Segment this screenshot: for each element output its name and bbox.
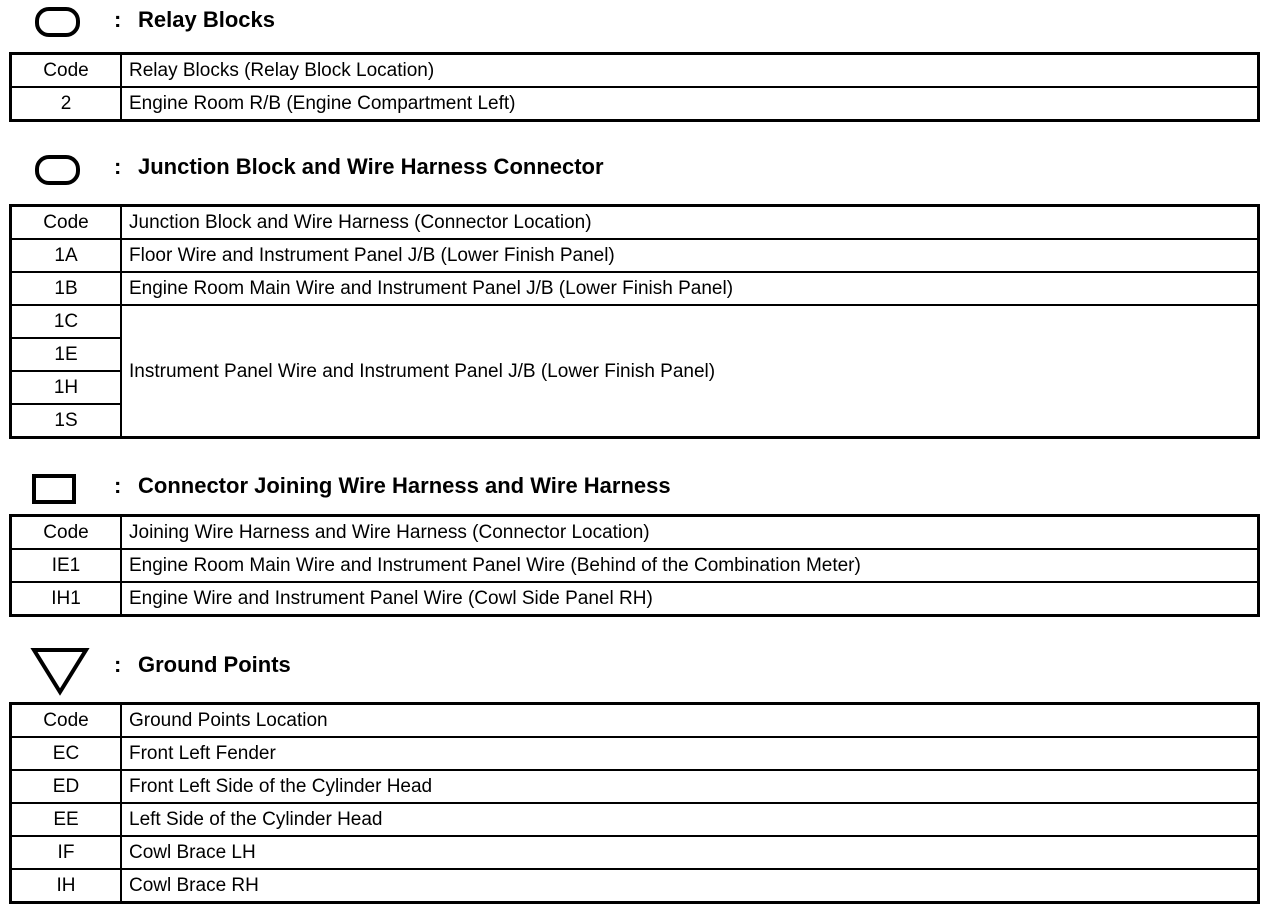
table-header-row bbox=[11, 206, 1259, 240]
junction-block-header bbox=[0, 148, 1280, 188]
section-colon: : bbox=[114, 7, 122, 32]
down-triangle-icon bbox=[30, 646, 90, 696]
table-row bbox=[11, 803, 1259, 836]
table-row bbox=[11, 737, 1259, 770]
row-code: EC bbox=[11, 737, 122, 770]
relay-blocks-header bbox=[0, 0, 1280, 40]
table-row bbox=[11, 239, 1259, 272]
table-row bbox=[11, 770, 1259, 803]
table-row bbox=[11, 869, 1259, 903]
table-row bbox=[11, 305, 1259, 338]
column-header-location: Joining Wire Harness and Wire Harness (Connector Location) bbox=[121, 516, 1259, 550]
rounded-rectangle-icon bbox=[35, 155, 80, 185]
row-code: IH1 bbox=[11, 582, 122, 616]
row-code: 1C bbox=[11, 305, 122, 338]
table-row bbox=[11, 272, 1259, 305]
row-code: IF bbox=[11, 836, 122, 869]
section-title: Connector Joining Wire Harness and Wire Harness bbox=[138, 473, 671, 498]
junction-block-table bbox=[9, 204, 1260, 439]
row-location: Floor Wire and Instrument Panel J/B (Lower Finish Panel) bbox=[121, 239, 1259, 272]
row-code: 1E bbox=[11, 338, 122, 371]
row-location: Front Left Fender bbox=[121, 737, 1259, 770]
row-location: Cowl Brace RH bbox=[121, 869, 1259, 903]
column-header-code: Code bbox=[11, 704, 122, 738]
column-header-location: Ground Points Location bbox=[121, 704, 1259, 738]
row-location: Engine Wire and Instrument Panel Wire (Cowl Side Panel RH) bbox=[121, 582, 1259, 616]
row-code: 2 bbox=[11, 87, 122, 121]
row-code: IE1 bbox=[11, 549, 122, 582]
table-header-row bbox=[11, 54, 1259, 88]
row-code: EE bbox=[11, 803, 122, 836]
section-title: Ground Points bbox=[138, 652, 291, 677]
section-title: Relay Blocks bbox=[138, 7, 275, 32]
column-header-code: Code bbox=[11, 206, 122, 240]
row-location: Engine Room R/B (Engine Compartment Left) bbox=[121, 87, 1259, 121]
row-code: IH bbox=[11, 869, 122, 903]
row-code: 1A bbox=[11, 239, 122, 272]
relay-blocks-table bbox=[9, 52, 1260, 122]
row-location: Left Side of the Cylinder Head bbox=[121, 803, 1259, 836]
joining-connector-table bbox=[9, 514, 1260, 617]
table-row bbox=[11, 836, 1259, 869]
row-location: Cowl Brace LH bbox=[121, 836, 1259, 869]
rounded-rectangle-icon bbox=[35, 7, 80, 37]
table-row bbox=[11, 87, 1259, 121]
section-colon: : bbox=[114, 652, 122, 677]
table-header-row bbox=[11, 516, 1259, 550]
column-header-code: Code bbox=[11, 516, 122, 550]
table-row bbox=[11, 549, 1259, 582]
row-code: 1B bbox=[11, 272, 122, 305]
row-location: Engine Room Main Wire and Instrument Panel Wire (Behind of the Combination Meter) bbox=[121, 549, 1259, 582]
row-code: ED bbox=[11, 770, 122, 803]
row-code: 1H bbox=[11, 371, 122, 404]
table-row bbox=[11, 582, 1259, 616]
column-header-code: Code bbox=[11, 54, 122, 88]
section-title: Junction Block and Wire Harness Connector bbox=[138, 154, 604, 179]
section-colon: : bbox=[114, 473, 122, 498]
ground-points-header bbox=[0, 640, 1280, 680]
merged-row-location: Instrument Panel Wire and Instrument Panel J/B (Lower Finish Panel) bbox=[121, 305, 1259, 438]
rectangle-icon bbox=[32, 474, 76, 504]
row-code: 1S bbox=[11, 404, 122, 438]
row-location: Front Left Side of the Cylinder Head bbox=[121, 770, 1259, 803]
column-header-location: Relay Blocks (Relay Block Location) bbox=[121, 54, 1259, 88]
section-colon: : bbox=[114, 154, 122, 179]
row-location: Engine Room Main Wire and Instrument Panel J/B (Lower Finish Panel) bbox=[121, 272, 1259, 305]
table-header-row bbox=[11, 704, 1259, 738]
column-header-location: Junction Block and Wire Harness (Connector Location) bbox=[121, 206, 1259, 240]
joining-connector-header bbox=[0, 466, 1280, 506]
ground-points-table bbox=[9, 702, 1260, 904]
